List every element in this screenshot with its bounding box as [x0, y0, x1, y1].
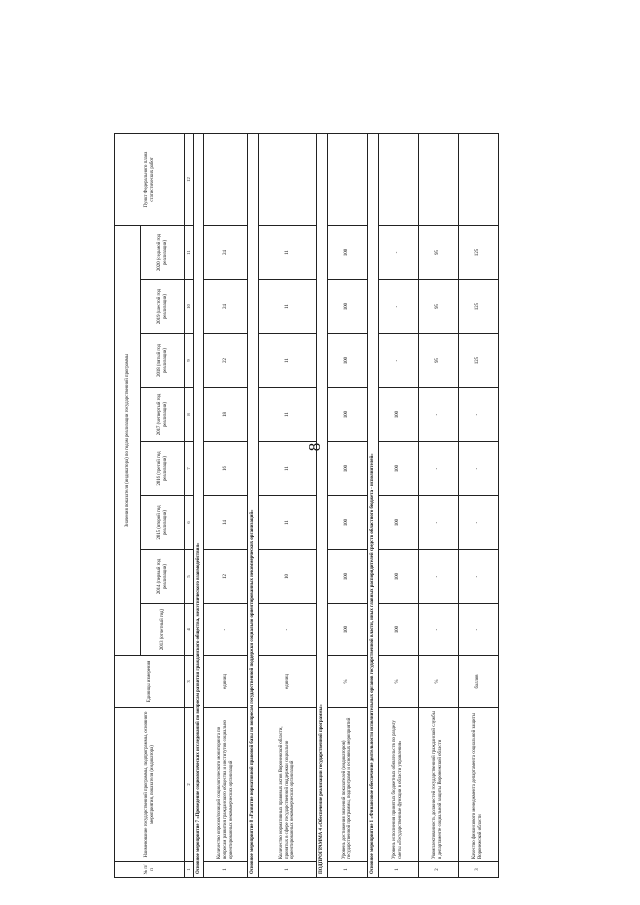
row-value: 100 — [378, 442, 418, 496]
row-value: - — [204, 604, 248, 656]
row-name: Количество опросов/позиций социологического мониторинга по вопросам развития гражданского общества и институтов социально ориентированных некоммерческих организаций — [204, 708, 248, 862]
row-value: 95 — [418, 225, 458, 279]
header-name: Наименование государственной программы, подпрограммы, основного мероприятия, показателя (индикатора) — [115, 708, 185, 862]
page-number: 8 — [305, 442, 324, 452]
row-num: 1 — [378, 862, 418, 878]
row-unit: % — [378, 656, 418, 708]
row-value: 95 — [418, 280, 458, 334]
column-index: 3 — [185, 656, 194, 708]
row-num: 2 — [418, 862, 458, 878]
header-year: 2015 (второй год реализации) — [141, 496, 185, 550]
row-value: - — [418, 550, 458, 604]
row-num: 3 — [458, 862, 498, 878]
row-value: - — [458, 604, 498, 656]
row-value: 100 — [378, 388, 418, 442]
row-name: Количество нормативных правовых актов Воронежской области, принятых в сфере государственной поддержки социально ориентированных некоммерческих организаций — [259, 708, 317, 862]
row-value: 100 — [327, 550, 367, 604]
row-value: 11 — [259, 442, 317, 496]
row-unit: единиц — [204, 656, 248, 708]
row-value: 100 — [327, 388, 367, 442]
row-num: 1 — [259, 862, 317, 878]
column-index: 12 — [185, 133, 194, 225]
header-year: 2018 (пятый год реализации) — [141, 334, 185, 388]
section-heading-row — [367, 133, 378, 877]
row-unit: % — [327, 656, 367, 708]
header-row-top — [115, 133, 141, 877]
column-index: 11 — [185, 225, 194, 279]
section-heading-row — [248, 133, 259, 877]
table-row — [418, 133, 458, 877]
table-row — [327, 133, 367, 877]
row-plan-item — [458, 133, 498, 225]
row-value: 24 — [204, 225, 248, 279]
header-year: 2017 (четвертый год реализации) — [141, 388, 185, 442]
row-unit: единиц — [259, 656, 317, 708]
row-value: 100 — [327, 496, 367, 550]
header-year: 2020 (седьмой год реализации) — [141, 225, 185, 279]
row-name: Качество финансового менеджмента департамента социальной защиты Воронежской области — [458, 708, 498, 862]
column-index: 7 — [185, 442, 194, 496]
row-plan-item — [259, 133, 317, 225]
header-year: 2016 (третий год реализации) — [141, 442, 185, 496]
row-value: 100 — [327, 604, 367, 656]
row-value: 11 — [259, 225, 317, 279]
column-index: 1 — [185, 862, 194, 878]
header-year: 2019 (шестой год реализации) — [141, 280, 185, 334]
table-row — [259, 133, 317, 877]
row-value: 100 — [378, 496, 418, 550]
row-value: - — [378, 334, 418, 388]
row-value: 100 — [327, 442, 367, 496]
row-value: 11 — [259, 496, 317, 550]
column-index: 4 — [185, 604, 194, 656]
row-unit: баллов — [458, 656, 498, 708]
row-value: 100 — [327, 334, 367, 388]
row-value: - — [458, 496, 498, 550]
row-value: 12 — [204, 550, 248, 604]
section-title: ПОДПРОГРАММА 4 «Обеспечение реализации государственной программы» — [317, 133, 328, 877]
section-heading-row — [317, 133, 328, 877]
row-num: 1 — [327, 862, 367, 878]
row-value: 95 — [418, 334, 458, 388]
table-row — [204, 133, 248, 877]
row-value: 11 — [259, 280, 317, 334]
row-value: 100 — [378, 550, 418, 604]
indicator-table — [114, 133, 499, 878]
section-title: Основное мероприятие 7 «Проведение социологических исследований по вопросам развития гражданского общества, межэтнического взаимодействия» — [193, 133, 204, 877]
row-value: - — [418, 388, 458, 442]
row-value: 11 — [259, 334, 317, 388]
header-num: № п/п — [115, 862, 185, 878]
row-value: 100 — [327, 280, 367, 334]
row-value: 125 — [458, 225, 498, 279]
row-plan-item — [378, 133, 418, 225]
column-index: 6 — [185, 496, 194, 550]
column-index: 5 — [185, 550, 194, 604]
rotated-table-wrapper — [114, 138, 572, 878]
row-value: - — [378, 225, 418, 279]
table-row — [458, 133, 498, 877]
section-title: Основное мероприятие 1 «Финансовое обеспечение деятельности исполнительных органов государственной власти, иных главных распорядителей средств областного бюджета - исполнителей» — [367, 133, 378, 877]
row-value: - — [458, 550, 498, 604]
row-value: 16 — [204, 442, 248, 496]
row-value: 14 — [204, 496, 248, 550]
row-value: - — [418, 604, 458, 656]
column-index: 2 — [185, 708, 194, 862]
row-plan-item — [204, 133, 248, 225]
row-value: 125 — [458, 334, 498, 388]
header-year: 2013 (отчетный год) — [141, 604, 185, 656]
row-value: - — [458, 388, 498, 442]
row-value: 125 — [458, 280, 498, 334]
row-value: 11 — [259, 388, 317, 442]
row-value: 100 — [378, 604, 418, 656]
column-index: 8 — [185, 388, 194, 442]
row-value: 100 — [327, 225, 367, 279]
column-index: 10 — [185, 280, 194, 334]
header-plan-item: Пункт Федерального плана статистических работ — [115, 133, 185, 225]
section-heading-row — [193, 133, 204, 877]
row-unit: % — [418, 656, 458, 708]
row-name: Уровень достижения значений показателей (индикаторов) государственной программы, подпрограмм и основных мероприятий — [327, 708, 367, 862]
header-values-group: Значения показателя (индикатора) по годам реализации государственной программы — [115, 225, 141, 655]
table-row — [378, 133, 418, 877]
row-name: Укомплектованность должностей государственной гражданской службы в департаменте социальной защиты Воронежской области — [418, 708, 458, 862]
row-name: Уровень исполнения принятых бюджетных обязательств по разделу сметы «Государственные функции в области управления» — [378, 708, 418, 862]
column-index-row — [185, 133, 194, 877]
section-title: Основное мероприятие 8 «Развитие нормативной правовой базы по вопросам государственной поддержки социально ориентированных некоммерческих организаций» — [248, 133, 259, 877]
header-year: 2014 (первый год реализации) — [141, 550, 185, 604]
row-value: - — [458, 442, 498, 496]
row-num: 1 — [204, 862, 248, 878]
row-value: 22 — [204, 334, 248, 388]
header-unit: Единицы измерения — [115, 656, 185, 708]
row-value: 18 — [204, 388, 248, 442]
row-value: 24 — [204, 280, 248, 334]
row-plan-item — [418, 133, 458, 225]
column-index: 9 — [185, 334, 194, 388]
row-value: - — [418, 442, 458, 496]
row-plan-item — [327, 133, 367, 225]
row-value: - — [259, 604, 317, 656]
row-value: 10 — [259, 550, 317, 604]
row-value: - — [378, 280, 418, 334]
row-value: - — [418, 496, 458, 550]
